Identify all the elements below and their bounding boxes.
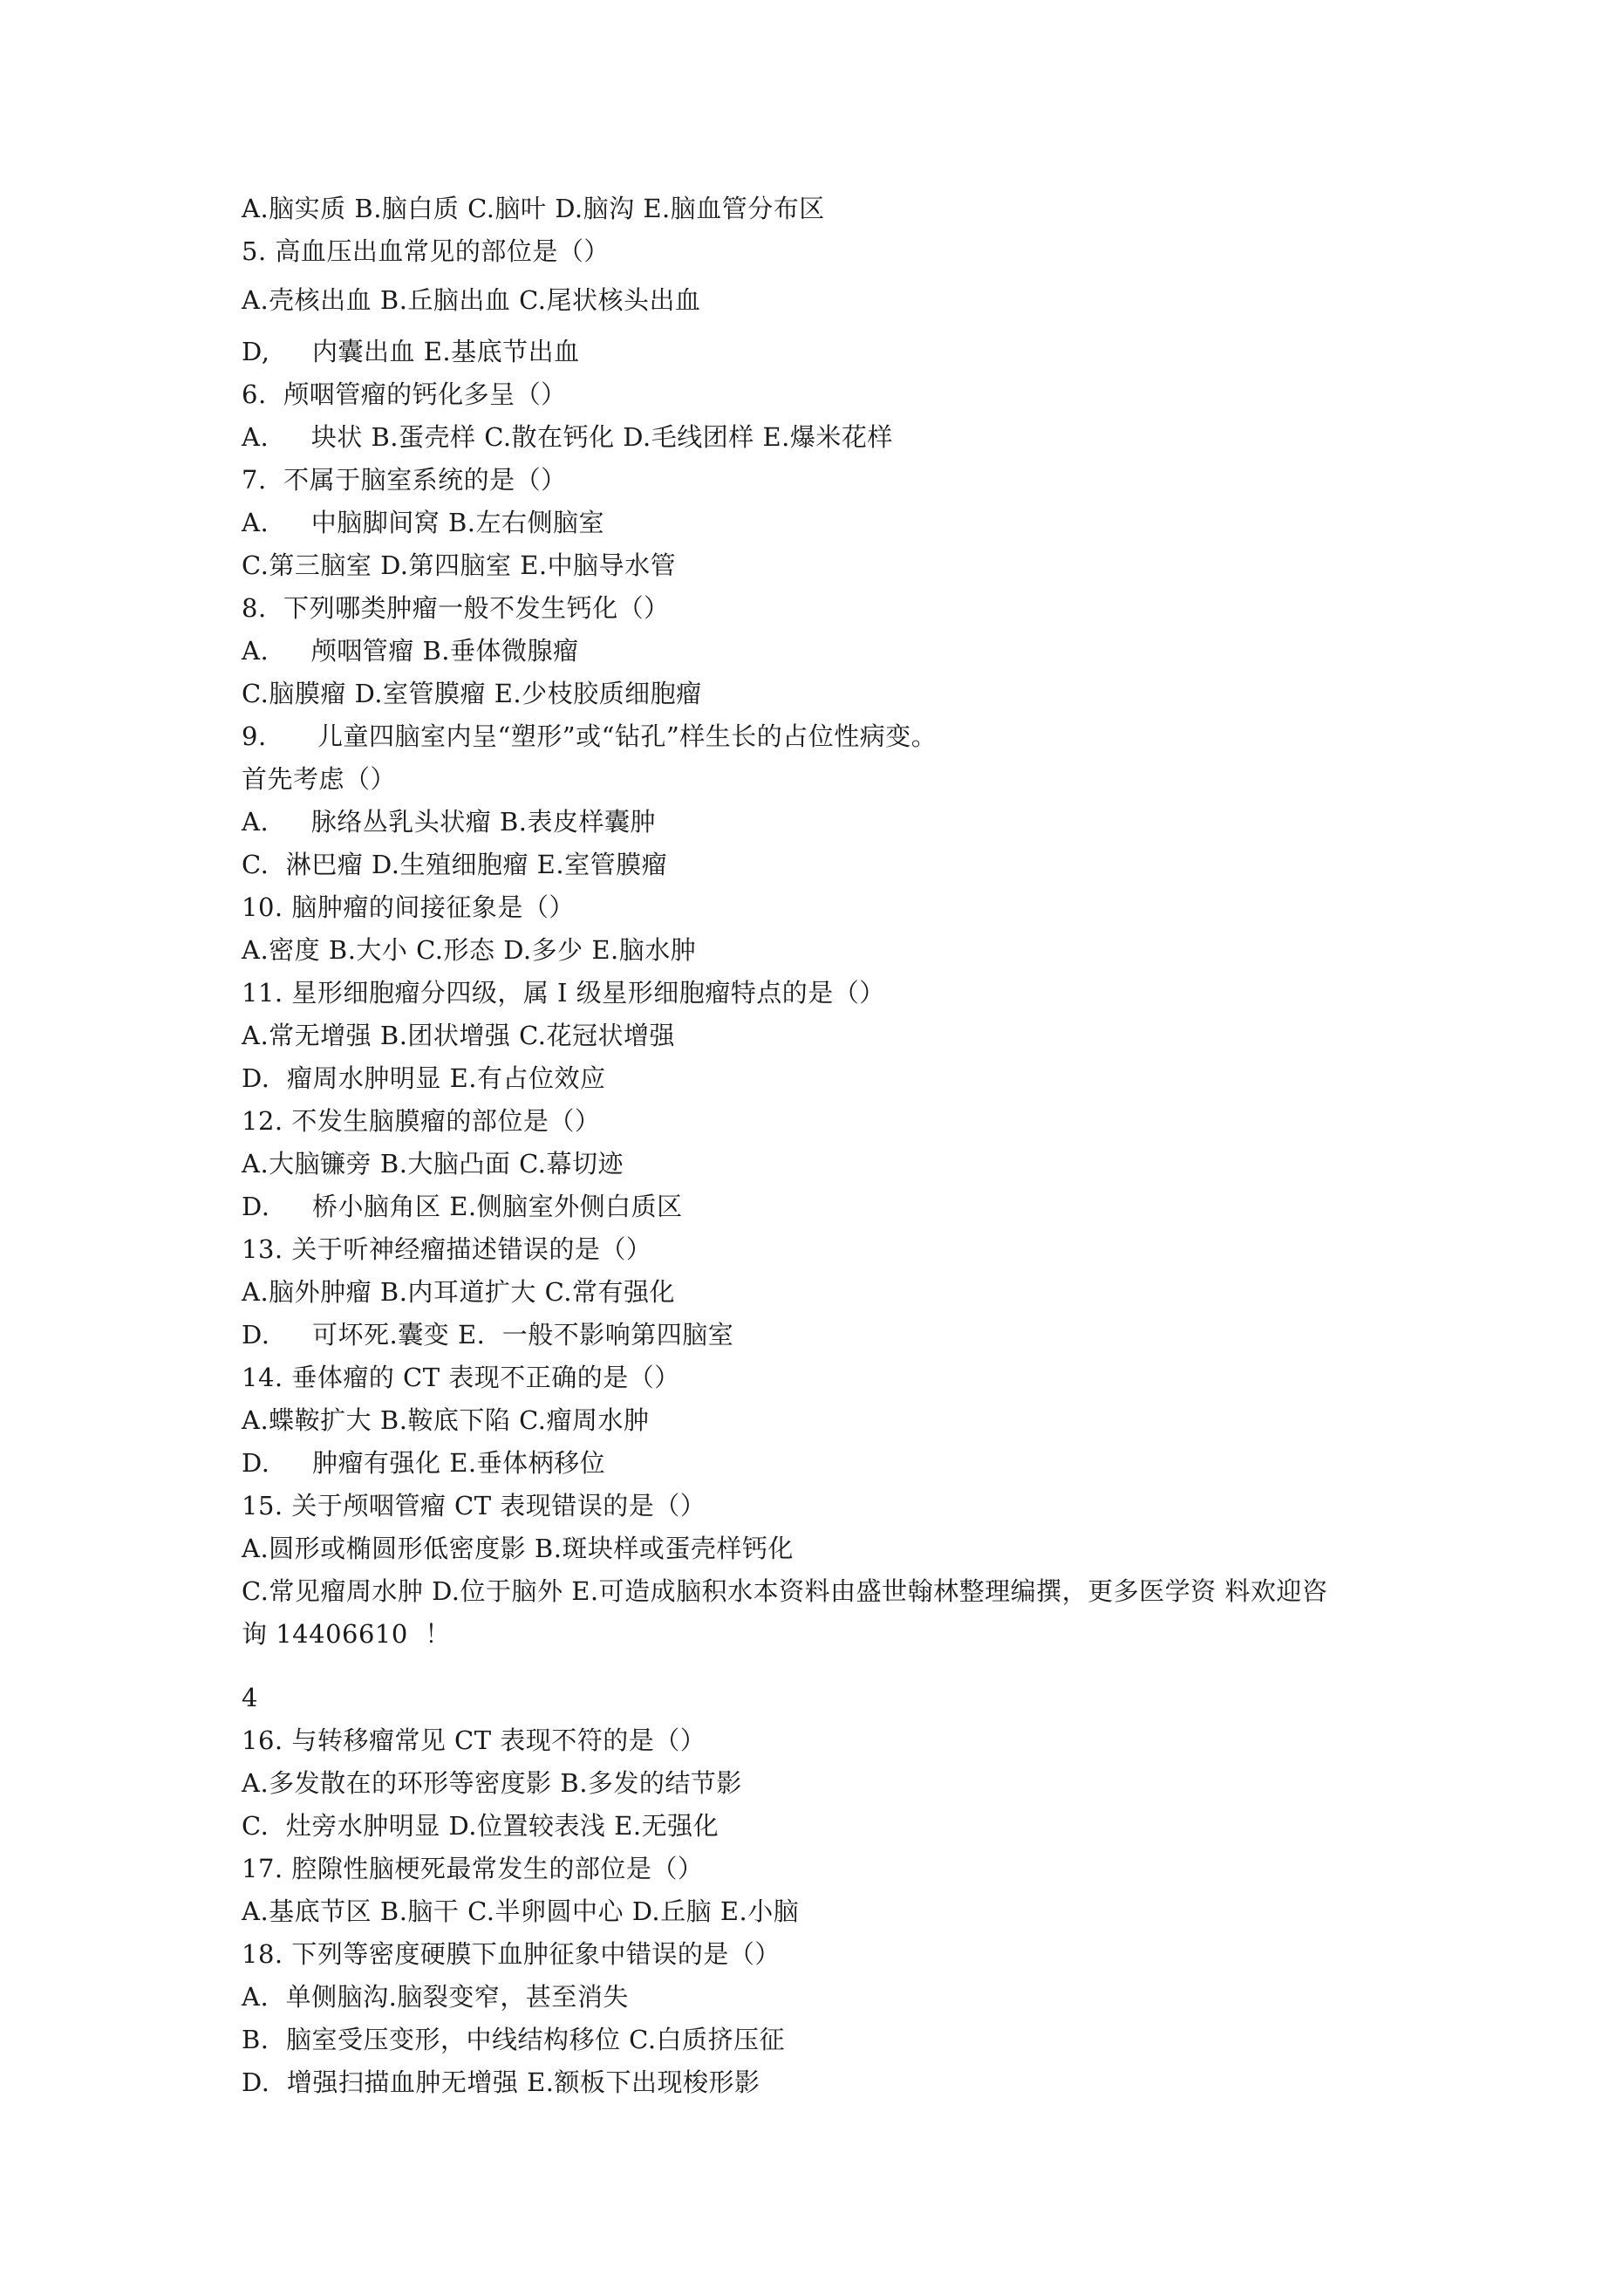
question-11: 11. 星形细胞瘤分四级，属 I 级星形细胞瘤特点的是（）	[242, 978, 885, 1008]
text-line: 询 14406610 ！	[242, 1619, 451, 1649]
question-6: 6. 颅咽管瘤的钙化多呈（）	[242, 379, 567, 409]
text-line: A. 颅咽管瘤 B.垂体微腺瘤	[242, 636, 579, 666]
question-7: 7. 不属于脑室系统的是（）	[242, 465, 567, 495]
text-line: D. 瘤周水肿明显 E.有占位效应	[242, 1063, 606, 1093]
text-line: A.基底节区 B.脑干 C.半卵圆中心 D.丘脑 E.小脑	[242, 1896, 800, 1926]
text-line: C.脑膜瘤 D.室管膜瘤 E.少枝胶质细胞瘤	[242, 679, 702, 708]
text-line: C. 淋巴瘤 D.生殖细胞瘤 E.室管膜瘤	[242, 850, 668, 879]
question-15: 15. 关于颅咽管瘤 CT 表现错误的是（）	[242, 1491, 706, 1520]
question-17: 17. 腔隙性脑梗死最常发生的部位是（）	[242, 1854, 704, 1883]
text-line: D. 增强扫描血肿无增强 E.额板下出现梭形影	[242, 2067, 760, 2097]
question-5: 5. 高血压出血常见的部位是（）	[242, 236, 610, 266]
text-line: A. 块状 B.蛋壳样 C.散在钙化 D.毛线团样 E.爆米花样	[242, 422, 893, 452]
question-13: 13. 关于听神经瘤描述错误的是（）	[242, 1234, 652, 1264]
text-line: A. 脉络丛乳头状瘤 B.表皮样囊肿	[242, 807, 657, 837]
text-line: 首先考虑（）	[242, 764, 397, 794]
text-line: C.第三脑室 D.第四脑室 E.中脑导水管	[242, 550, 677, 580]
text-line: A.常无增强 B.团状增强 C.花冠状增强	[242, 1021, 676, 1050]
question-10: 10. 脑肿瘤的间接征象是（）	[242, 892, 575, 922]
question-18: 18. 下列等密度硬膜下血肿征象中错误的是（）	[242, 1939, 781, 1969]
question-14: 14. 垂体瘤的 CT 表现不正确的是（）	[242, 1363, 680, 1392]
text-line: C. 灶旁水肿明显 D.位置较表浅 E.无强化	[242, 1811, 719, 1841]
text-line: A. 中脑脚间窝 B.左右侧脑室	[242, 508, 605, 537]
question-8: 8. 下列哪类肿瘤一般不发生钙化（）	[242, 593, 670, 623]
text-line: A.多发散在的环形等密度影 B.多发的结节影	[242, 1768, 742, 1798]
text-line: A. 单侧脑沟.脑裂变窄，甚至消失	[242, 1982, 629, 2012]
text-line: A.脑外肿瘤 B.内耳道扩大 C.常有强化	[242, 1277, 676, 1307]
text-line: A.壳核出血 B.丘脑出血 C.尾状核头出血	[242, 285, 701, 315]
text-line: A.脑实质 B.脑白质 C.脑叶 D.脑沟 E.脑血管分布区	[242, 194, 825, 223]
question-12: 12. 不发生脑膜瘤的部位是（）	[242, 1106, 601, 1136]
text-line: A.蝶鞍扩大 B.鞍底下陷 C.瘤周水肿	[242, 1405, 650, 1435]
text-line: D. 可坏死.囊变 E. 一般不影响第四脑室	[242, 1320, 734, 1350]
question-16: 16. 与转移瘤常见 CT 表现不符的是（）	[242, 1725, 706, 1755]
text-line: A.圆形或椭圆形低密度影 B.斑块样或蛋壳样钙化	[242, 1534, 794, 1563]
text-line: A.密度 B.大小 C.形态 D.多少 E.脑水肿	[242, 935, 697, 965]
text-line: D. 肿瘤有强化 E.垂体柄移位	[242, 1448, 606, 1478]
text-line: B. 脑室受压变形，中线结构移位 C.白质挤压征	[242, 2025, 786, 2054]
page-number: 4	[242, 1683, 258, 1712]
question-9: 9. 儿童四脑室内呈“塑形”或“钻孔”样生长的占位性病变。	[242, 721, 938, 751]
text-line: D, 内囊出血 E.基底节出血	[242, 337, 580, 366]
text-line: C.常见瘤周水肿 D.位于脑外 E.可造成脑积水本资料由盛世翰林整理编撰，更多医学资 料欢迎咨	[242, 1576, 1328, 1606]
text-line: A.大脑镰旁 B.大脑凸面 C.幕切迹	[242, 1149, 624, 1179]
text-line: D. 桥小脑角区 E.侧脑室外侧白质区	[242, 1192, 683, 1221]
